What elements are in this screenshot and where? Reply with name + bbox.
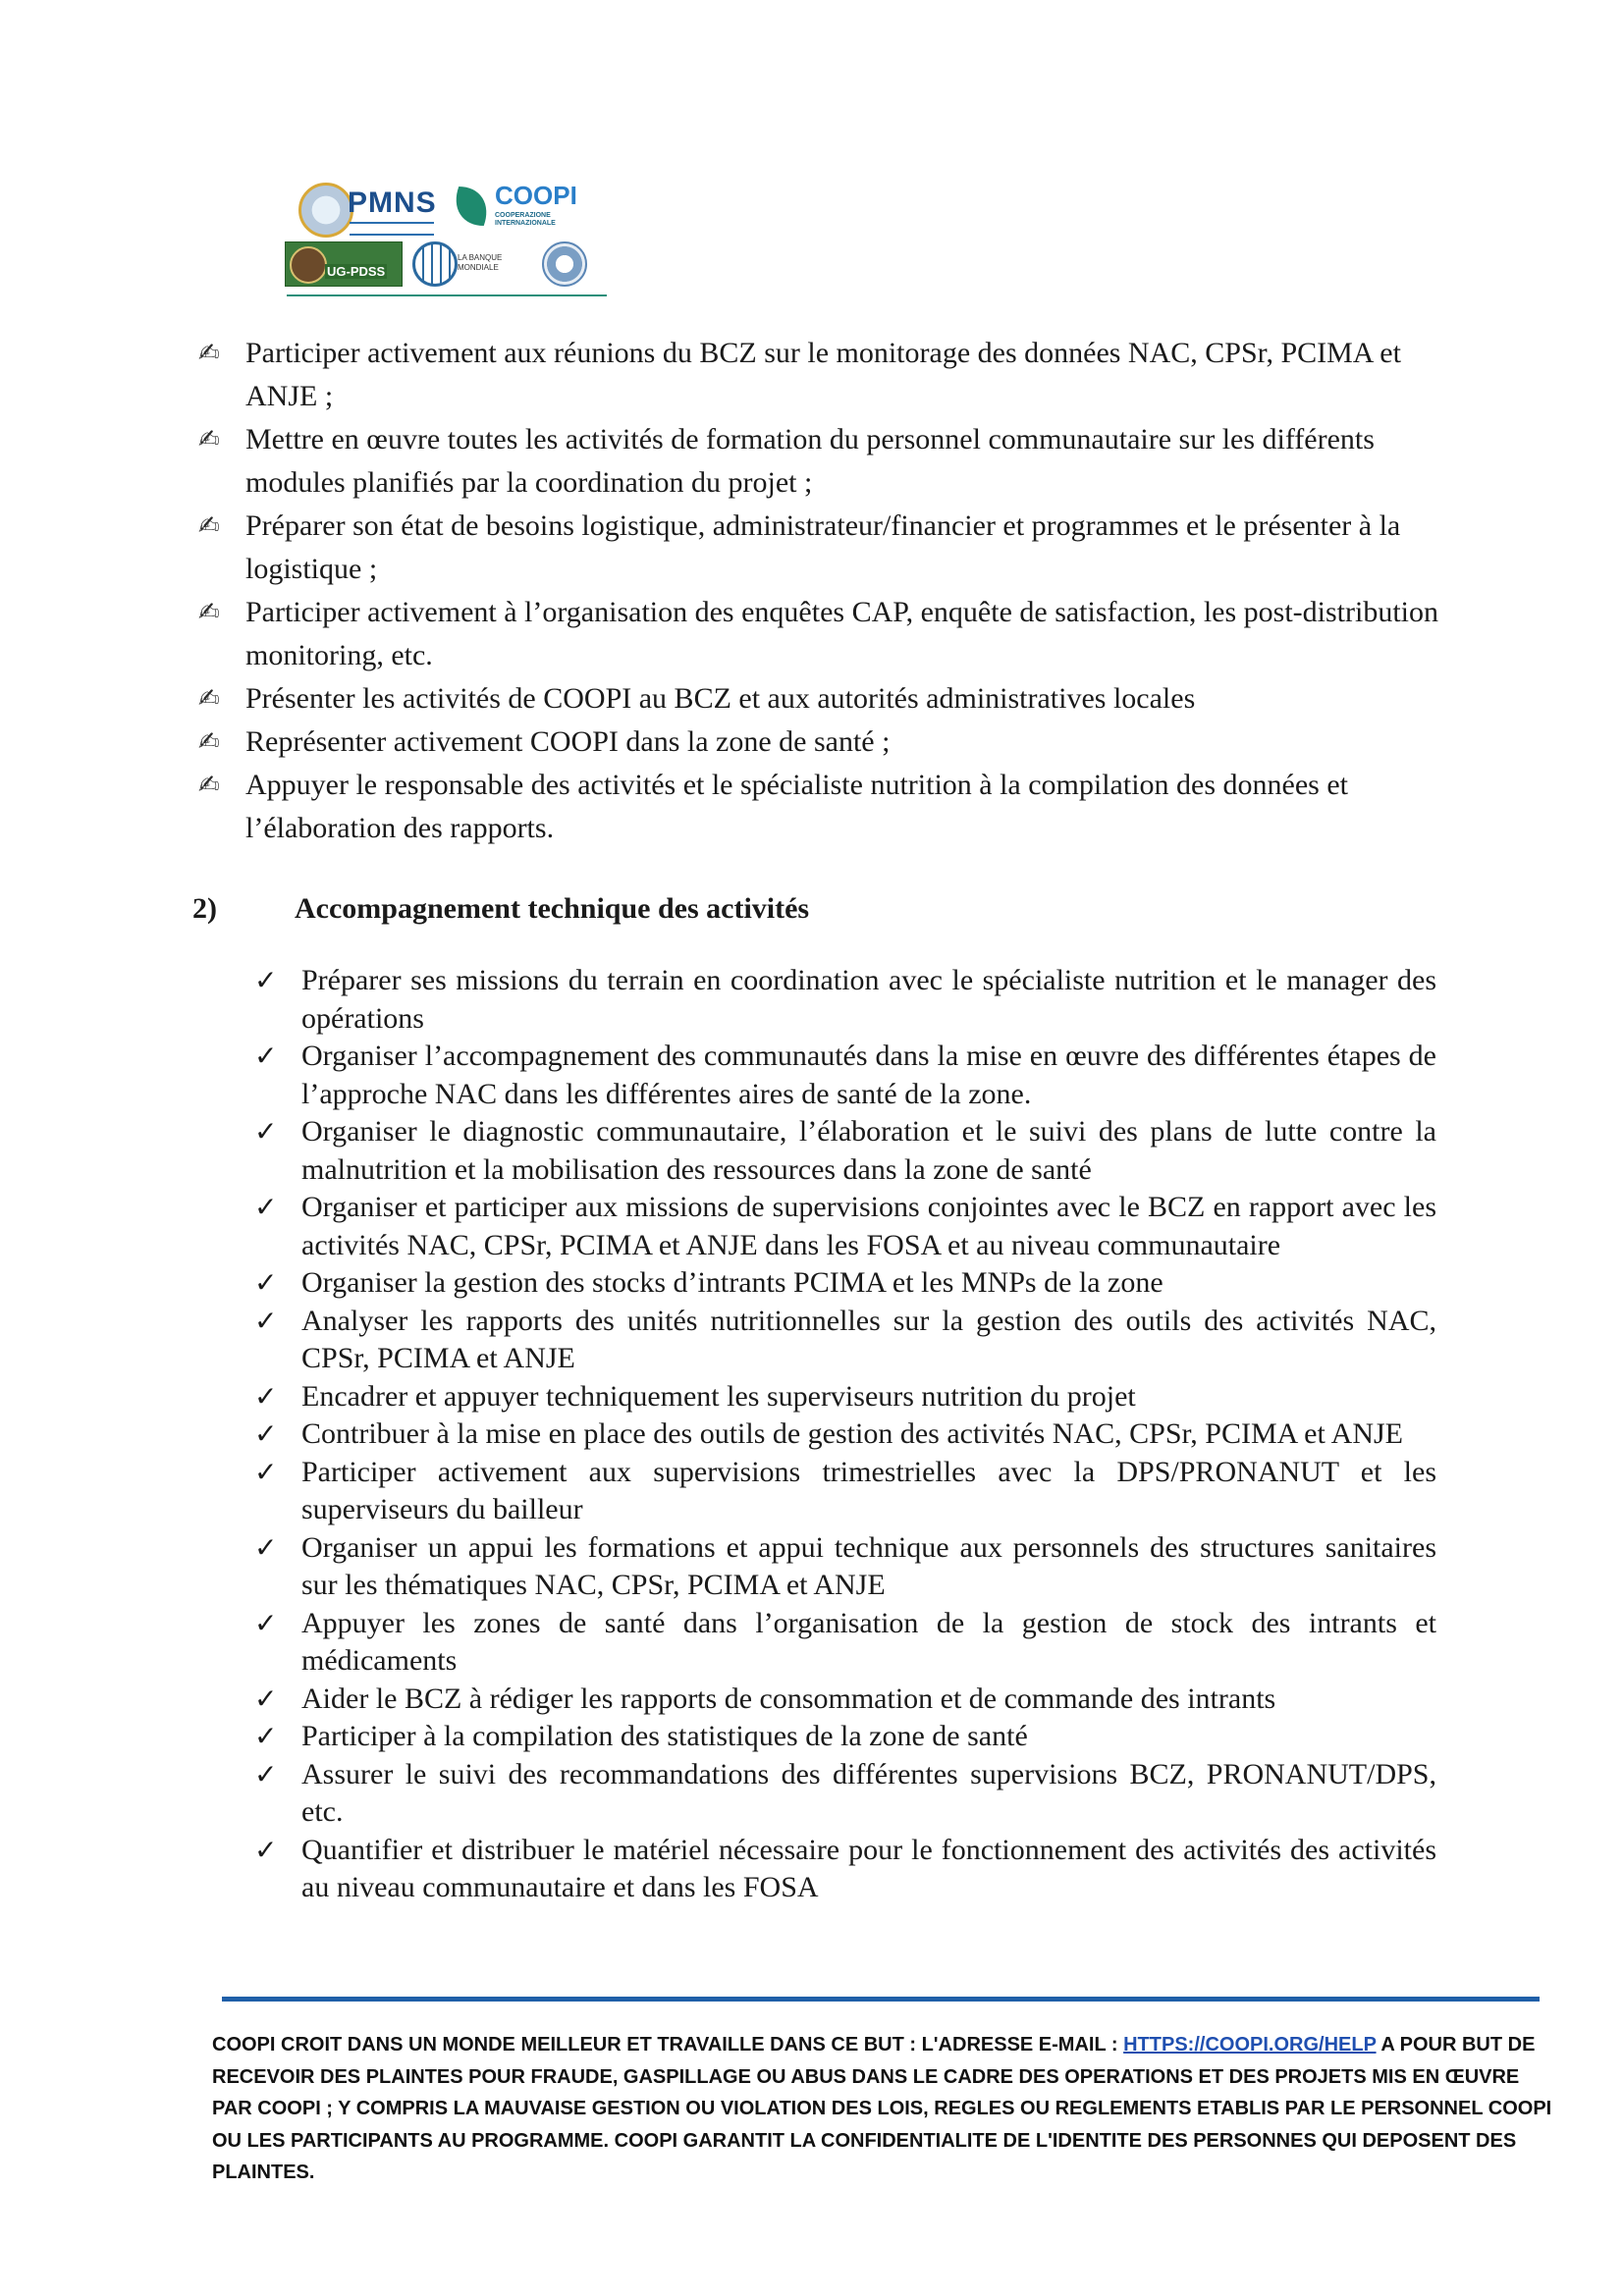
coopi-logo-text: COOPI [495,181,577,210]
list-item [192,591,1449,677]
footer-divider [222,1997,1540,2002]
check-mark-icon: ✓ [254,1720,278,1752]
check-mark-icon: ✓ [254,1304,278,1337]
check-mark-icon: ✓ [254,1833,278,1866]
list-item-text: Présenter les activités de COOPI au BCZ et aux autorités administratives locales [245,682,1196,715]
coopi-swoosh-icon [445,187,499,226]
list-item [250,1415,1436,1454]
check-mark-icon: ✓ [254,1379,278,1413]
list-item-text: Organiser un appui les formations et appui technique aux personnels des structures sanitaires sur les thématiques NAC, CPSr, PCIMA et ANJE [301,1530,1436,1601]
list-item [250,1718,1436,1756]
logo-underline [287,294,607,296]
writing-hand-icon: ✍ [198,727,220,757]
list-item-text: Organiser l’accompagnement des communautés dans la mise en œuvre des différentes étapes de l’approche NAC dans les différentes aires de santé de la zone. [301,1040,1436,1110]
list-item [192,418,1449,505]
header-logos [285,175,609,298]
list-item-text: Participer activement aux supervisions trimestrielles avec la DPS/PRONANUT et les superviseurs du bailleur [301,1455,1436,1525]
check-mark-icon: ✓ [254,1530,278,1564]
list-item [250,1529,1436,1605]
list-item [250,1681,1436,1719]
worldbank-logo [412,241,520,285]
writing-hand-icon: ✍ [198,771,220,800]
list-item-text: Organiser la gestion des stocks d’intrants PCIMA et les MNPs de la zone [301,1266,1163,1299]
list-item-text: Préparer ses missions du terrain en coordination avec le spécialiste nutrition et le manager des opérations [301,964,1436,1035]
list-item-text: Analyser les rapports des unités nutritionnelles sur la gestion des outils des activités NAC, CPSr, PCIMA et ANJE [301,1304,1436,1374]
pmns-logo-text: PMNS [348,187,437,219]
check-mark-icon: ✓ [254,1417,278,1450]
section-title: Accompagnement technique des activités [295,892,810,925]
list-item [192,764,1449,850]
check-mark-icon: ✓ [254,1191,278,1223]
list-item [250,1189,1436,1264]
list-item [192,721,1449,764]
list-item-text: Appuyer le responsable des activités et le spécialiste nutrition à la compilation des données et l’élaboration des rapports. [245,769,1348,844]
list-item-text: Encadrer et appuyer techniquement les superviseurs nutrition du projet [301,1379,1136,1413]
section-number: 2) [192,892,217,925]
ugpdss-logo [285,241,403,287]
footer-text-end: A POUR BUT DE RECEVOIR DES PLAINTES POUR FRAUDE, GASPILLAGE OU ABUS DANS LE CADRE DES OPERATIONS ET DES PROJETS MIS EN ŒUVRE PAR COOPI ; Y COMPRIS LA MAUVAISE GESTION OU VIOLATION DES LOIS, REGLES OU REGLEMENTS ETABLIS PAR LE PERSONNEL COOPI OU LES PARTICIPANTS AU PROGRAMME. COOPI GARANTIT LA CONFIDENTIALITE DE L'IDENTITE DES PERSONNES QUI DEPOSENT DES PLAINTES. [212,2034,1552,2183]
check-mark-icon: ✓ [254,1757,278,1790]
list-item [250,1264,1436,1303]
list-item [250,1605,1436,1681]
coopi-logo [452,181,599,236]
check-mark-icon: ✓ [254,1040,278,1072]
writing-hand-icon: ✍ [198,511,220,541]
list-item [250,962,1436,1038]
coopi-logo-subtitle: COOPERAZIONE INTERNAZIONALE [495,212,556,227]
un-emblem-icon [542,241,587,287]
footer-notice [212,2029,1557,2189]
check-mark-icon: ✓ [254,1606,278,1639]
list-item [192,677,1449,721]
list-item [250,1756,1436,1832]
list-item-text: Représenter activement COOPI dans la zone de santé ; [245,725,891,758]
writing-hand-icon: ✍ [198,425,220,454]
list-item-text: Participer activement aux réunions du BCZ sur le monitorage des données NAC, CPSr, PCIMA et ANJE ; [245,337,1401,412]
list-item-text: Préparer son état de besoins logistique, administrateur/financier et programmes et le présenter à la logistique ; [245,509,1401,585]
list-item-text: Appuyer les zones de santé dans l’organisation de la gestion de stock des intrants et médicaments [301,1606,1436,1677]
writing-hand-icon: ✍ [198,684,220,714]
list-item-text: Participer à la compilation des statistiques de la zone de santé [301,1720,1028,1752]
section-bullet-list [250,962,1436,1907]
intro-bullet-list [192,332,1449,850]
list-item-text: Participer activement à l’organisation des enquêtes CAP, enquête de satisfaction, les post-distribution monitoring, etc. [245,596,1438,671]
footer-text-start: COOPI CROIT DANS UN MONDE MEILLEUR ET TRAVAILLE DANS CE BUT : L'ADRESSE E-MAIL : [212,2034,1124,2056]
worldbank-globe-icon [412,241,458,287]
list-item [250,1038,1436,1113]
list-item [250,1378,1436,1416]
check-mark-icon: ✓ [254,1455,278,1488]
list-item-text: Quantifier et distribuer le matériel nécessaire pour le fonctionnement des activités des activités au niveau communautaire et dans les FOSA [301,1833,1436,1903]
list-item-text: Mettre en œuvre toutes les activités de formation du personnel communautaire sur les différents modules planifiés par la coordination du projet ; [245,423,1375,499]
check-mark-icon: ✓ [254,1682,278,1715]
list-item-text: Organiser le diagnostic communautaire, l’élaboration et le suivi des plans de lutte contre la malnutrition et la mobilisation des ressources dans la zone de santé [301,1115,1436,1186]
list-item [192,332,1449,418]
list-item [250,1454,1436,1529]
ugpdss-logo-text: UG-PDSS [327,264,386,279]
check-mark-icon: ✓ [254,964,278,996]
list-item-text: Contribuer à la mise en place des outils de gestion des activités NAC, CPSr, PCIMA et ANJE [301,1417,1403,1450]
pmns-seal-icon [298,183,353,238]
section-heading [192,892,809,926]
ugpdss-emblem-icon [290,246,327,284]
list-item [250,1832,1436,1907]
list-item-text: Assurer le suivi des recommandations des différentes supervisions BCZ, PRONANUT/DPS, etc. [301,1757,1436,1828]
check-mark-icon: ✓ [254,1115,278,1148]
writing-hand-icon: ✍ [198,598,220,627]
list-item [250,1113,1436,1189]
list-item-text: Aider le BCZ à rédiger les rapports de consommation et de commande des intrants [301,1682,1276,1715]
list-item-text: Organiser et participer aux missions de supervisions conjointes avec le BCZ en rapport avec les activités NAC, CPSr, PCIMA et ANJE dans les FOSA et au niveau communautaire [301,1191,1436,1261]
help-link[interactable]: HTTPS://COOPI.ORG/HELP [1123,2034,1377,2056]
writing-hand-icon: ✍ [198,339,220,368]
list-item [192,505,1449,591]
list-item [250,1303,1436,1378]
pmns-logo [298,183,446,241]
check-mark-icon: ✓ [254,1266,278,1299]
worldbank-logo-text: LA BANQUE MONDIALE [458,253,503,272]
